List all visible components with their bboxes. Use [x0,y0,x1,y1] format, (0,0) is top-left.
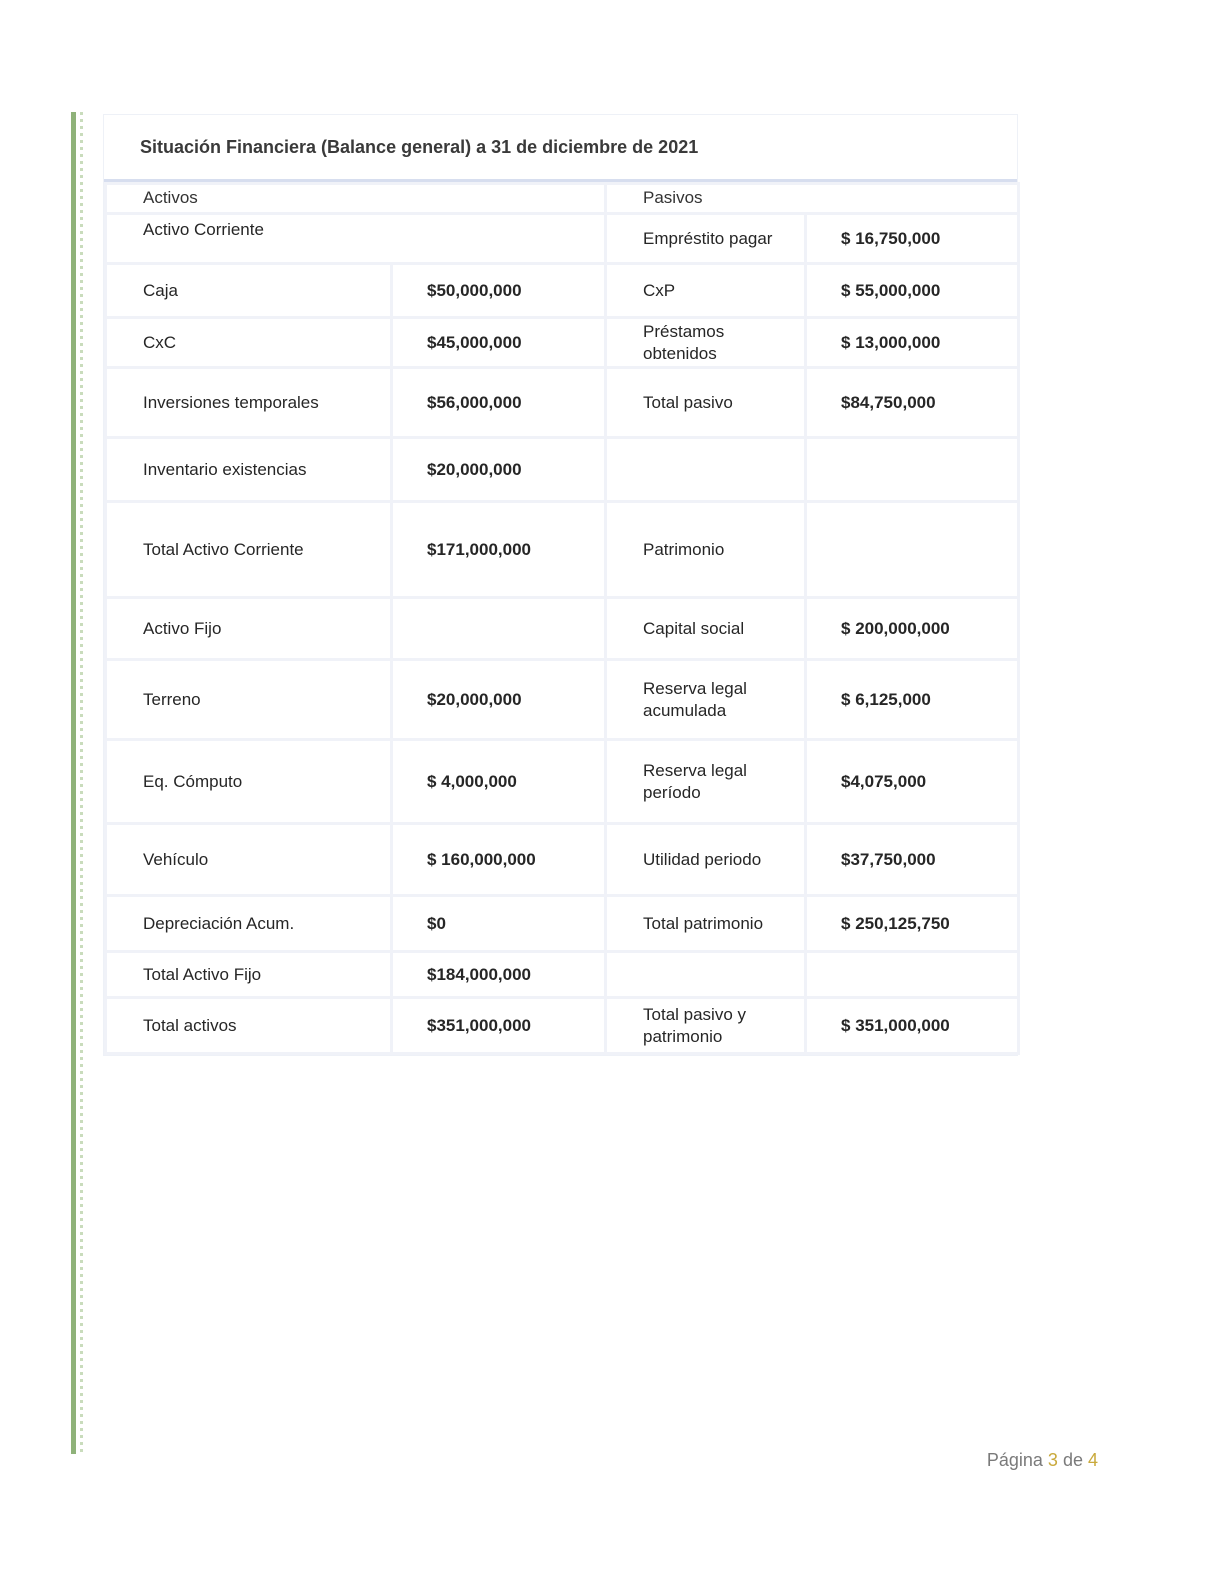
liability-value [806,438,1019,502]
table-row [106,214,1019,264]
asset-value: $184,000,000 [392,952,606,998]
current-page: 3 [1047,1450,1058,1470]
liability-value: $ 16,750,000 [806,214,1019,264]
asset-label: Depreciación Acum. [106,896,392,952]
asset-label: Caja [106,264,392,318]
asset-value: $ 4,000,000 [392,740,606,824]
table-row [106,318,1019,368]
liability-label: Empréstito pagar [606,214,806,264]
table-row [106,998,1019,1054]
asset-label: Total activos [106,998,392,1054]
margin-rule-dots [80,112,83,1454]
header-liabilities: Pasivos [606,184,1019,214]
liability-label [606,438,806,502]
asset-label: Activo Fijo [106,598,392,660]
table-row [106,740,1019,824]
asset-label: Total Activo Corriente [106,502,392,598]
table-row [106,660,1019,740]
liability-label: Total pasivo y patrimonio [606,998,806,1054]
liability-label [606,952,806,998]
asset-label: Total Activo Fijo [106,952,392,998]
liability-label: Total patrimonio [606,896,806,952]
liability-value: $ 13,000,000 [806,318,1019,368]
page-label: Página [986,1450,1043,1470]
asset-value [392,598,606,660]
liability-label: Total pasivo [606,368,806,438]
balance-sheet [103,114,1018,1056]
balance-sheet-title: Situación Financiera (Balance general) a 31 de diciembre de 2021 [104,115,1017,182]
asset-label: CxC [106,318,392,368]
liability-label: Capital social [606,598,806,660]
table-row [106,952,1019,998]
table-row [106,598,1019,660]
table-row [106,264,1019,318]
asset-value: $56,000,000 [392,368,606,438]
asset-value: $45,000,000 [392,318,606,368]
asset-label: Inventario existencias [106,438,392,502]
asset-value: $50,000,000 [392,264,606,318]
liability-label: Patrimonio [606,502,806,598]
header-assets: Activos [106,184,606,214]
liability-value: $37,750,000 [806,824,1019,896]
liability-label: Reserva legal período [606,740,806,824]
asset-value: $20,000,000 [392,438,606,502]
total-pages: 4 [1087,1450,1098,1470]
asset-value: $20,000,000 [392,660,606,740]
asset-label: Terreno [106,660,392,740]
liability-value [806,952,1019,998]
asset-value: $351,000,000 [392,998,606,1054]
liability-label: Reserva legal acumulada [606,660,806,740]
liability-value: $ 6,125,000 [806,660,1019,740]
page-number [987,1450,1098,1471]
liability-value: $ 55,000,000 [806,264,1019,318]
liability-label: CxP [606,264,806,318]
asset-value: $171,000,000 [392,502,606,598]
liability-value [806,502,1019,598]
table-header-row [106,184,1019,214]
liability-value: $4,075,000 [806,740,1019,824]
asset-label: Vehículo [106,824,392,896]
table-row [106,896,1019,952]
table-row [106,502,1019,598]
table-row [106,824,1019,896]
liability-value: $ 250,125,750 [806,896,1019,952]
asset-label: Activo Corriente [106,214,606,264]
liability-label: Préstamos obtenidos [606,318,806,368]
margin-rule [71,112,76,1454]
table-row [106,368,1019,438]
liability-value: $84,750,000 [806,368,1019,438]
liability-label: Utilidad periodo [606,824,806,896]
liability-value: $ 351,000,000 [806,998,1019,1054]
table-row [106,438,1019,502]
balance-table [104,182,1020,1055]
liability-value: $ 200,000,000 [806,598,1019,660]
asset-value: $ 160,000,000 [392,824,606,896]
asset-label: Eq. Cómputo [106,740,392,824]
asset-value: $0 [392,896,606,952]
of-label: de [1062,1450,1083,1470]
asset-label: Inversiones temporales [106,368,392,438]
